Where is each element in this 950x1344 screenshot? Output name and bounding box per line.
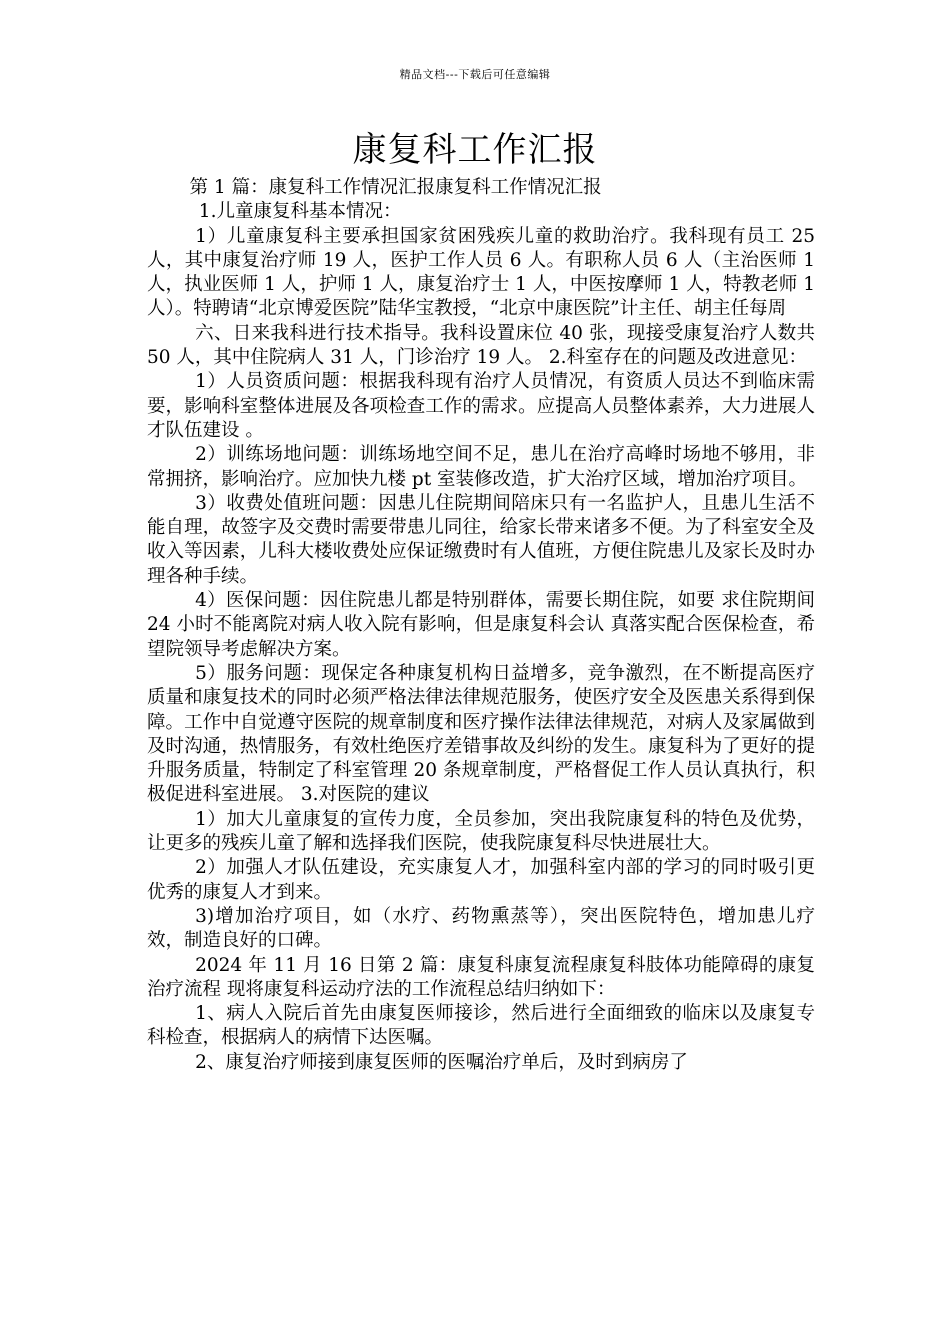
paragraph: 2）加强人才队伍建设，充实康复人才，加强科室内部的学习的同时吸引更优秀的康复人才到来。	[147, 857, 815, 903]
paragraph: 六、日来我科进行技术指导。我科设置床位 40 张，现接受康复治疗人数共 50 人，其中住院病人 31 人，门诊治疗 19 人。 2.科室存在的问题及改进意见：	[147, 322, 815, 369]
paragraph: 1）加大儿童康复的宣传力度，全员参加，突出我院康复科的特色及优势，让更多的残疾儿童了解和选择我们医院，使我院康复科尽快进展壮大。	[147, 808, 815, 855]
subsection-heading: 1.儿童康复科基本情况：	[198, 201, 402, 223]
paragraph: 3)增加治疗项目，如（水疗、药物熏蒸等），突出医院特色，增加患儿疗效，制造良好的口碑。	[147, 905, 815, 952]
page-header: 精品文档---下载后可任意编辑	[399, 68, 551, 81]
paragraph: 1）人员资质问题：根据我科现有治疗人员情况，有资质人员达不到临床需要，影响科室整体进展及各项检查工作的需求。应提高人员整体素养，大力进展人才队伍建设 。	[147, 371, 815, 441]
paragraph: 2）训练场地问题：训练场地空间不足，患儿在治疗高峰时场地不够用，非常拥挤，影响治疗。应加快九楼 pt 室装修改造，扩大治疗区域，增加治疗项目。	[147, 444, 815, 490]
section-heading: 第 1 篇：康复科工作情况汇报康复科工作情况汇报	[189, 177, 602, 198]
paragraph: 1、病人入院后首先由康复医师接诊，然后进行全面细致的临床以及康复专科检查，根据病人的病情下达医嘱。	[147, 1003, 815, 1049]
document-body	[147, 176, 815, 1075]
paragraph: 4）医保问题：因住院患儿都是特别群体，需要长期住院，如要 求住院期间 24 小时不能离院对病人收入院有影响，但是康复科会认 真落实配合医保检查，希望院领导考虑解决方案。	[147, 590, 815, 660]
paragraph: 5）服务问题：现保定各种康复机构日益增多，竞争激烈，在不断提高医疗质量和康复技术的同时必须严格法律法律规范服务，使医疗安全及医患关系得到保障。工作中自觉遵守医院的规章制度和医疗操作法律法律规范，对病人及家属做到及时沟通，热情服务，有效杜绝医疗差错事故及纠纷的发生。康复科为了更好的提升服务质量，特制定了科室管理 20 条规章制度，严格督促工作人员认真执行，积极促进科室进展。 3.对医院的建议	[147, 662, 815, 806]
paragraph: 1）儿童康复科主要承担国家贫困残疾儿童的救助治疗。我科现有员工 25 人，其中康复治疗师 19 人，医护工作人员 6 人。有职称人员 6 人（主治医师 1 人，执业医师 1 人，护师 1 人，康复治疗士 1 人，中医按摩师 1 人，特教老师 1 人）。特聘请“北京博爱医院”陆华宝教授，“北京中康医院”计主任、胡主任每周	[147, 225, 815, 320]
paragraph: 2、康复治疗师接到康复医师的医嘱治疗单后，及时到病房了	[195, 1051, 688, 1073]
paragraph: 3）收费处值班问题：因患儿住院期间陪床只有一名监护人，且患儿生活不能自理，故签字及交费时需要带患儿同往，给家长带来诸多不便。为了科室安全及收入等因素，儿科大楼收费处应保证缴费时有人值班，方便住院患儿及家长及时办理各种手续。	[147, 492, 815, 587]
paragraph: 2024 年 11 月 16 日第 2 篇：康复科康复流程康复科肢体功能障碍的康复治疗流程 现将康复科运动疗法的工作流程总结归纳如下：	[147, 954, 815, 1000]
document-title: 康复科工作汇报	[352, 130, 598, 170]
